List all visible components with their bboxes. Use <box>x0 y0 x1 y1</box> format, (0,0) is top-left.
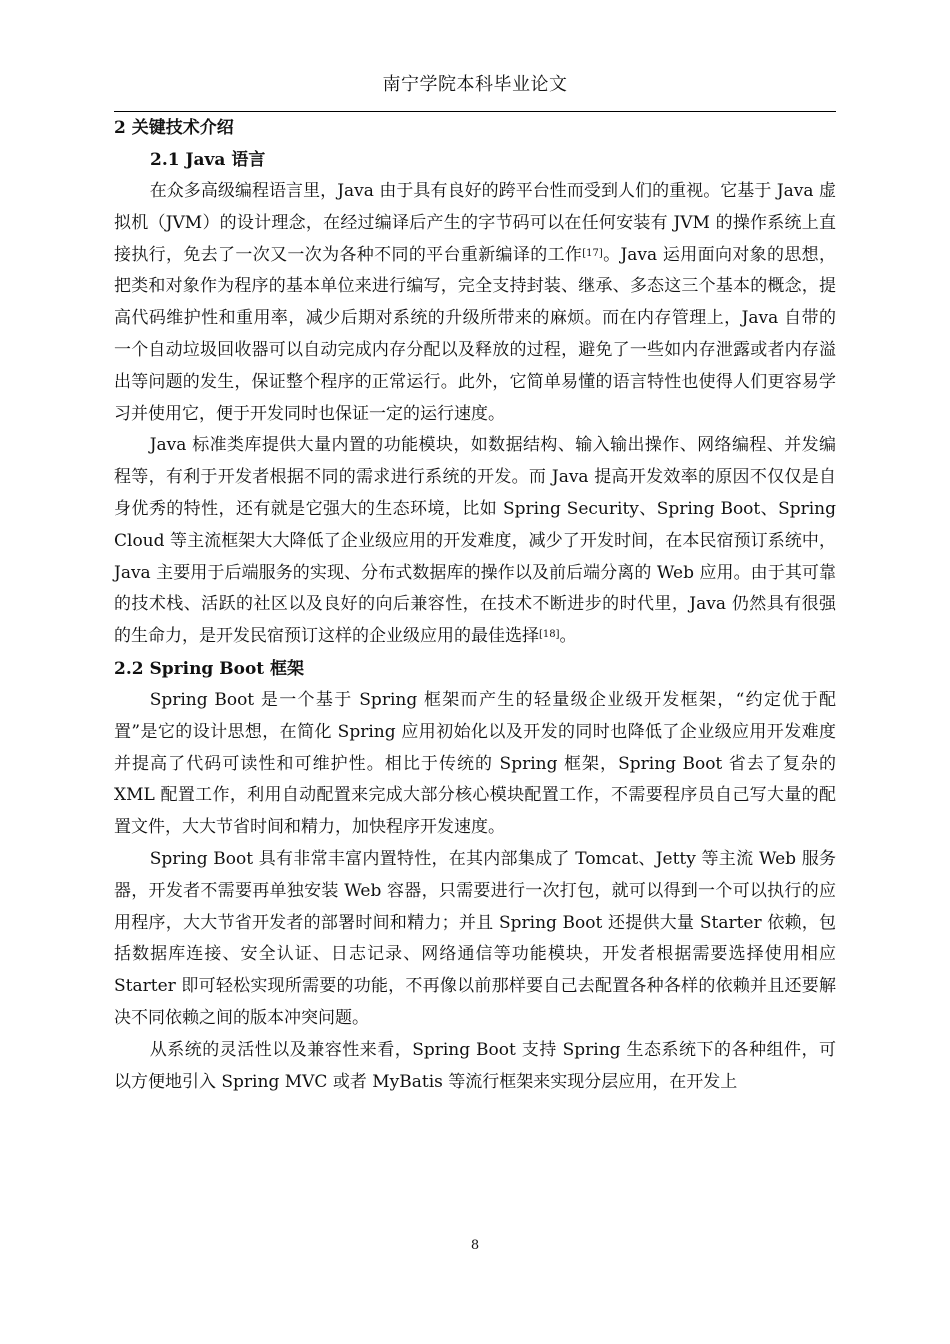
running-header: 南宁学院本科毕业论文 <box>382 74 568 95</box>
paragraph: Spring Boot 是一个基于 Spring 框架而产生的轻量级企业级开发框架，“约定优于配置”是它的设计思想，在简化 Spring 应用初始化以及开发的同时也降低了企业级应用开发难度并提高了代码可读性和可维护性。相比于传统的 Spring 框架，Spring Boot 省去了复杂的 XML 配置工作，利用自动配置来完成大部分核心模块配置工作，不需要程序员自己写大量的配置文件，大大节省时间和精力，加快程序开发速度。 <box>114 689 836 838</box>
citation: [17] <box>582 247 603 259</box>
citation: [18] <box>539 629 560 641</box>
paragraph: 从系统的灵活性以及兼容性来看，Spring Boot 支持 Spring 生态系统下的各种组件，可以方便地引入 Spring MVC 或者 MyBatis 等流行框架来实现分层应用，在开发上 <box>114 1039 836 1092</box>
paragraph: Java 标准类库提供大量内置的功能模块，如数据结构、输入输出操作、网络编程、并发编程等，有利于开发者根据不同的需求进行系统的开发。而 Java 提高开发效率的原因不仅仅是自身优秀的特性，还有就是它强大的生态环境，比如 Spring Security、Spring Boot、Spring Cloud 等主流框架大大降低了企业级应用的开发难度，减少了开发时间，在本民宿预订系统中，Java 主要用于后端服务的实现、分布式数据库的操作以及前后端分离的 Web 应用。由于其可靠的技术栈、活跃的社区以及良好的向后兼容性，在技术不断进步的时代里，Java 仍然具有很强的生命力，是开发民宿预订这样的企业级应用的最佳选择[18]。 <box>114 435 836 647</box>
page-number: 8 <box>470 1238 480 1253</box>
subsection-heading-java: 2.1 Java 语言 <box>150 150 266 170</box>
page-body <box>114 112 836 1098</box>
paragraph: 在众多高级编程语言里，Java 由于具有良好的跨平台性而受到人们的重视。它基于 Java 虚拟机（JVM）的设计理念，在经过编译后产生的字节码可以在任何安装有 JVM 的操作系统上直接执行，免去了一次又一次为各种不同的平台重新编译的工作[17]。Java 运用面向对象的思想，把类和对象作为程序的基本单位来进行编写，完全支持封装、继承、多态这三个基本的概念，提高代码维护性和重用率，减少后期对系统的升级所带来的麻烦。而在内存管理上，Java 自带的一个自动垃圾回收器可以自动完成内存分配以及释放的过程，避免了一些如内存泄露或者内存溢出等问题的发生，保证整个程序的正常运行。此外，它简单易懂的语言特性也使得人们更容易学习并使用它，便于开发同时也保证一定的运行速度。 <box>114 181 837 424</box>
subsection-heading-spring-boot: 2.2 Spring Boot 框架 <box>114 658 305 679</box>
section-heading: 2 关键技术介绍 <box>114 118 234 138</box>
paragraph: Spring Boot 具有非常丰富内置特性，在其内部集成了 Tomcat、Jetty 等主流 Web 服务器，开发者不需要再单独安装 Web 容器，只需要进行一次打包，就可以得到一个可以执行的应用程序，大大节省开发者的部署时间和精力；并且 Spring Boot 还提供大量 Starter 依赖，包括数据库连接、安全认证、日志记录、网络通信等功能模块，开发者根据需要选择使用相应 Starter 即可轻松实现所需要的功能，不再像以前那样要自己去配置各种各样的依赖并且还要解决不同依赖之间的版本冲突问题。 <box>114 848 836 1028</box>
